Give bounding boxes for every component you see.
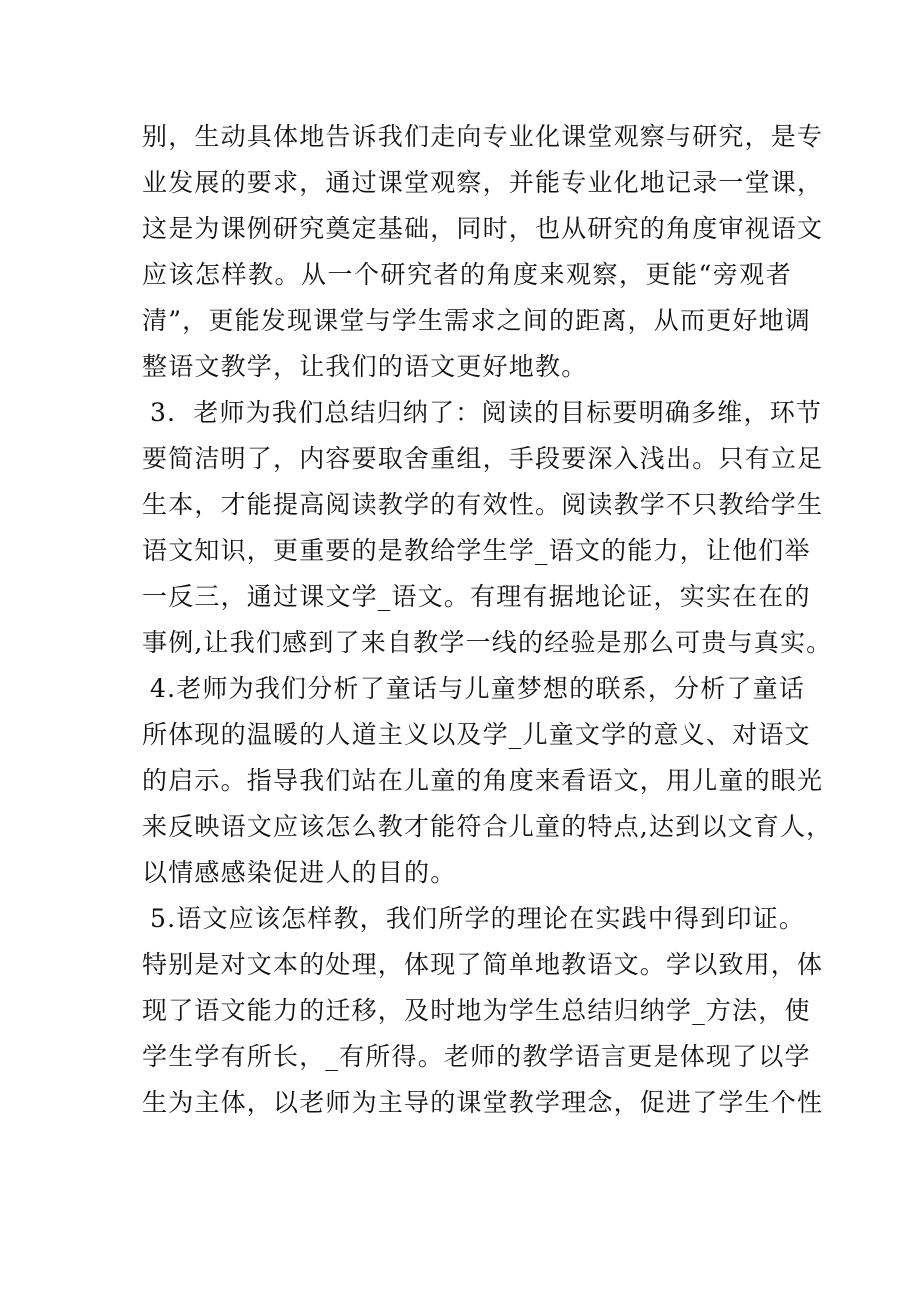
text-line: 生为主体，以老师为主导的课堂教学理念，促进了学生个性 xyxy=(142,1088,824,1117)
text-line: 整语文教学，让我们的语文更好地教。 xyxy=(142,352,588,381)
text-line: 应该怎样教。从一个研究者的角度来观察，更能“旁观者 xyxy=(142,260,792,289)
paragraph-4-start: 4.老师为我们分析了童话与儿童梦想的联系，分析了童话 xyxy=(150,674,806,703)
paragraph-3-start: 3．老师为我们总结归纳了：阅读的目标要明确多维，环节 xyxy=(150,398,823,427)
text-line: 业发展的要求，通过课堂观察，并能专业化地记录一堂课， xyxy=(142,168,824,197)
text-line: 学生学有所长，_有所得。老师的教学语言更是体现了以学 xyxy=(142,1042,811,1071)
text-line: 来反映语文应该怎么教才能符合儿童的特点,达到以文育人， xyxy=(142,812,833,841)
text-line: 生本，才能提高阅读教学的有效性。阅读教学不只教给学生 xyxy=(142,490,824,519)
body-text xyxy=(142,114,833,1126)
text-line: 别，生动具体地告诉我们走向专业化课堂观察与研究，是专 xyxy=(142,122,824,151)
text-line: 的启示。指导我们站在儿童的角度来看语文，用儿童的眼光 xyxy=(142,766,824,795)
text-line: 现了语文能力的迁移，及时地为学生总结归纳学_方法，使 xyxy=(142,996,811,1025)
text-line: 特别是对文本的处理，体现了简单地教语文。学以致用，体 xyxy=(142,950,824,979)
text-line: 一反三，通过课文学_语文。有理有据地论证，实实在在的 xyxy=(142,582,811,611)
text-line: 清”，更能发现课堂与学生需求之间的距离，从而更好地调 xyxy=(142,306,811,335)
text-line: 这是为课例研究奠定基础，同时，也从研究的角度审视语文 xyxy=(142,214,824,243)
text-line: 事例,让我们感到了来自教学一线的经验是那么可贵与真实。 xyxy=(142,628,833,657)
text-line: 要简洁明了，内容要取舍重组，手段要深入浅出。只有立足 xyxy=(142,444,824,473)
text-line: 以情感感染促进人的目的。 xyxy=(142,858,457,887)
text-line: 所体现的温暖的人道主义以及学_儿童文学的意义、对语文 xyxy=(142,720,811,749)
text-line: 语文知识，更重要的是教给学生学_语文的能力，让他们举 xyxy=(142,536,811,565)
paragraph-5-start: 5.语文应该怎样教，我们所学的理论在实践中得到印证。 xyxy=(150,904,806,933)
